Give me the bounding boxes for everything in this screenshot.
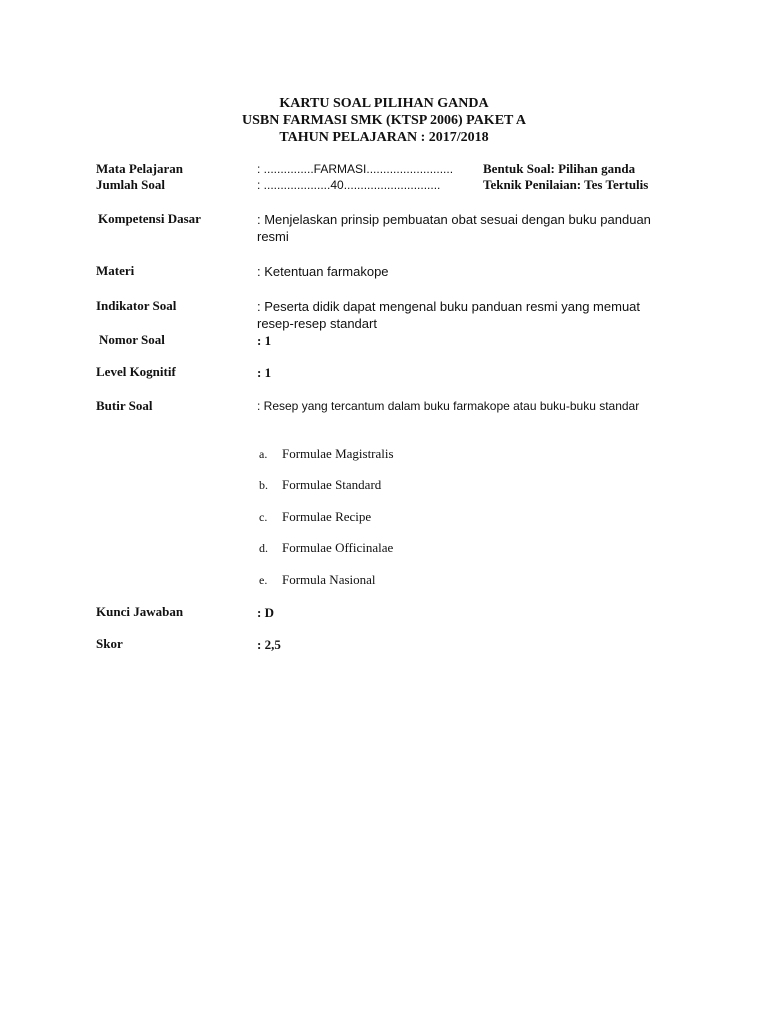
option-e <box>259 572 376 588</box>
indikator-soal-value: : Peserta didik dapat mengenal buku panduan resmi yang memuat resep-resep standart <box>257 299 641 331</box>
option-letter: b. <box>259 478 268 492</box>
jumlah-soal-value: : ....................40............................. <box>257 178 441 192</box>
option-letter: e. <box>259 573 268 587</box>
option-c <box>259 509 371 525</box>
option-text: Formulae Standard <box>282 477 382 492</box>
option-a <box>259 446 394 462</box>
header-title: KARTU SOAL PILIHAN GANDA <box>279 96 489 111</box>
nomor-soal-label: Nomor Soal <box>99 332 165 347</box>
option-b <box>259 477 381 493</box>
option-text: Formulae Magistralis <box>282 446 394 461</box>
jumlah-soal-label: Jumlah Soal <box>96 177 165 192</box>
level-kognitif-label: Level Kognitif <box>96 364 176 379</box>
option-text: Formulae Recipe <box>282 509 372 524</box>
mata-pelajaran-value: : ...............FARMASI.......................... <box>257 162 454 176</box>
materi-label: Materi <box>96 263 135 278</box>
option-text: Formula Nasional <box>282 572 376 587</box>
bentuk-soal: Bentuk Soal: Pilihan ganda <box>483 161 636 176</box>
option-letter: d. <box>259 541 268 555</box>
nomor-soal-value: : 1 <box>257 333 272 348</box>
kompetensi-dasar-value: : Menjelaskan prinsip pembuatan obat sesuai dengan buku panduan resmi <box>257 212 651 244</box>
option-letter: c. <box>259 510 268 524</box>
kompetensi-dasar-label: Kompetensi Dasar <box>98 211 201 226</box>
kunci-jawaban-value: : D <box>257 605 274 620</box>
mata-pelajaran-label: Mata Pelajaran <box>96 161 184 176</box>
butir-soal-value: : Resep yang tercantum dalam buku farmakope atau buku-buku standar <box>257 399 640 413</box>
header-subtitle: USBN FARMASI SMK (KTSP 2006) PAKET A <box>242 113 526 128</box>
level-kognitif-value: : 1 <box>257 365 272 380</box>
materi-value: : Ketentuan farmakope <box>257 264 389 279</box>
option-letter: a. <box>259 447 268 461</box>
butir-soal-label: Butir Soal <box>96 398 153 413</box>
indikator-soal-label: Indikator Soal <box>96 298 177 313</box>
skor-label: Skor <box>96 636 123 651</box>
kunci-jawaban-label: Kunci Jawaban <box>96 604 184 619</box>
skor-value: : 2,5 <box>257 637 281 652</box>
option-text: Formulae Officinalae <box>282 540 394 555</box>
teknik-penilaian: Teknik Penilaian: Tes Tertulis <box>483 177 649 192</box>
header-year: TAHUN PELAJARAN : 2017/2018 <box>279 130 489 145</box>
option-d <box>259 540 393 556</box>
